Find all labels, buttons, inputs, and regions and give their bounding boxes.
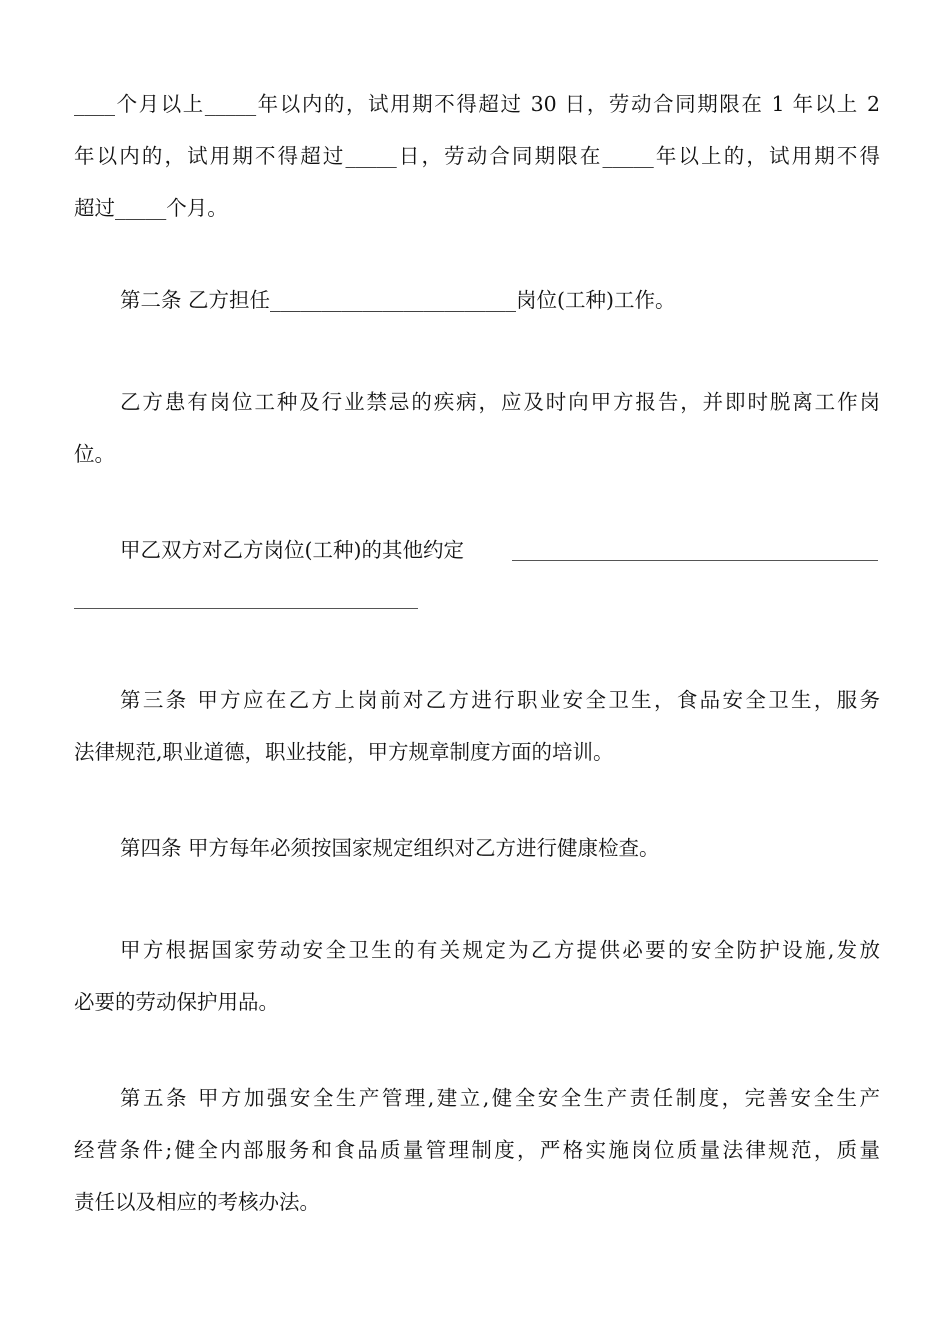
paragraph-article-3 — [74, 674, 880, 778]
paragraph-article-4-protection — [74, 924, 880, 1028]
text-line: 第四条 甲方每年必须按国家规定组织对乙方进行健康检查。 — [120, 836, 660, 860]
text-line: 第二条 乙方担任________________________岗位(工种)工作。 — [120, 288, 676, 312]
text-line: 法律规范,职业道德，职业技能，甲方规章制度方面的培训。 — [74, 740, 614, 764]
fill-in-blank-line — [74, 608, 418, 609]
paragraph-article-2 — [74, 274, 880, 326]
text-line: 责任以及相应的考核办法。 — [74, 1190, 320, 1214]
text-line: 位。 — [74, 442, 115, 466]
text-line: 甲乙双方对乙方岗位(工种)的其他约定 — [120, 538, 464, 562]
text-line: ____个月以上_____年以内的，试用期不得超过 30 日，劳动合同期限在 1 年以上 2 — [74, 92, 880, 116]
text-line: 乙方患有岗位工种及行业禁忌的疾病，应及时向甲方报告，并即时脱离工作岗 — [120, 390, 880, 414]
paragraph-article-2-disease — [74, 376, 880, 480]
text-line: 第三条 甲方应在乙方上岗前对乙方进行职业安全卫生，食品安全卫生，服务 — [120, 688, 880, 712]
text-line: 必要的劳动保护用品。 — [74, 990, 279, 1014]
paragraph-article-2-other — [74, 524, 880, 576]
paragraph-probation-terms — [74, 78, 880, 234]
paragraph-article-5 — [74, 1072, 880, 1228]
text-line: 甲方根据国家劳动安全卫生的有关规定为乙方提供必要的安全防护设施,发放 — [120, 938, 880, 962]
text-line: 年以内的，试用期不得超过_____日，劳动合同期限在_____年以上的，试用期不得 — [74, 144, 880, 168]
text-line: 经营条件;健全内部服务和食品质量管理制度，严格实施岗位质量法律规范，质量 — [74, 1138, 880, 1162]
text-line: 第五条 甲方加强安全生产管理,建立,健全安全生产责任制度，完善安全生产 — [120, 1086, 880, 1110]
fill-in-blank-line — [512, 560, 878, 561]
text-line: 超过_____个月。 — [74, 196, 228, 220]
paragraph-article-4 — [74, 822, 880, 874]
